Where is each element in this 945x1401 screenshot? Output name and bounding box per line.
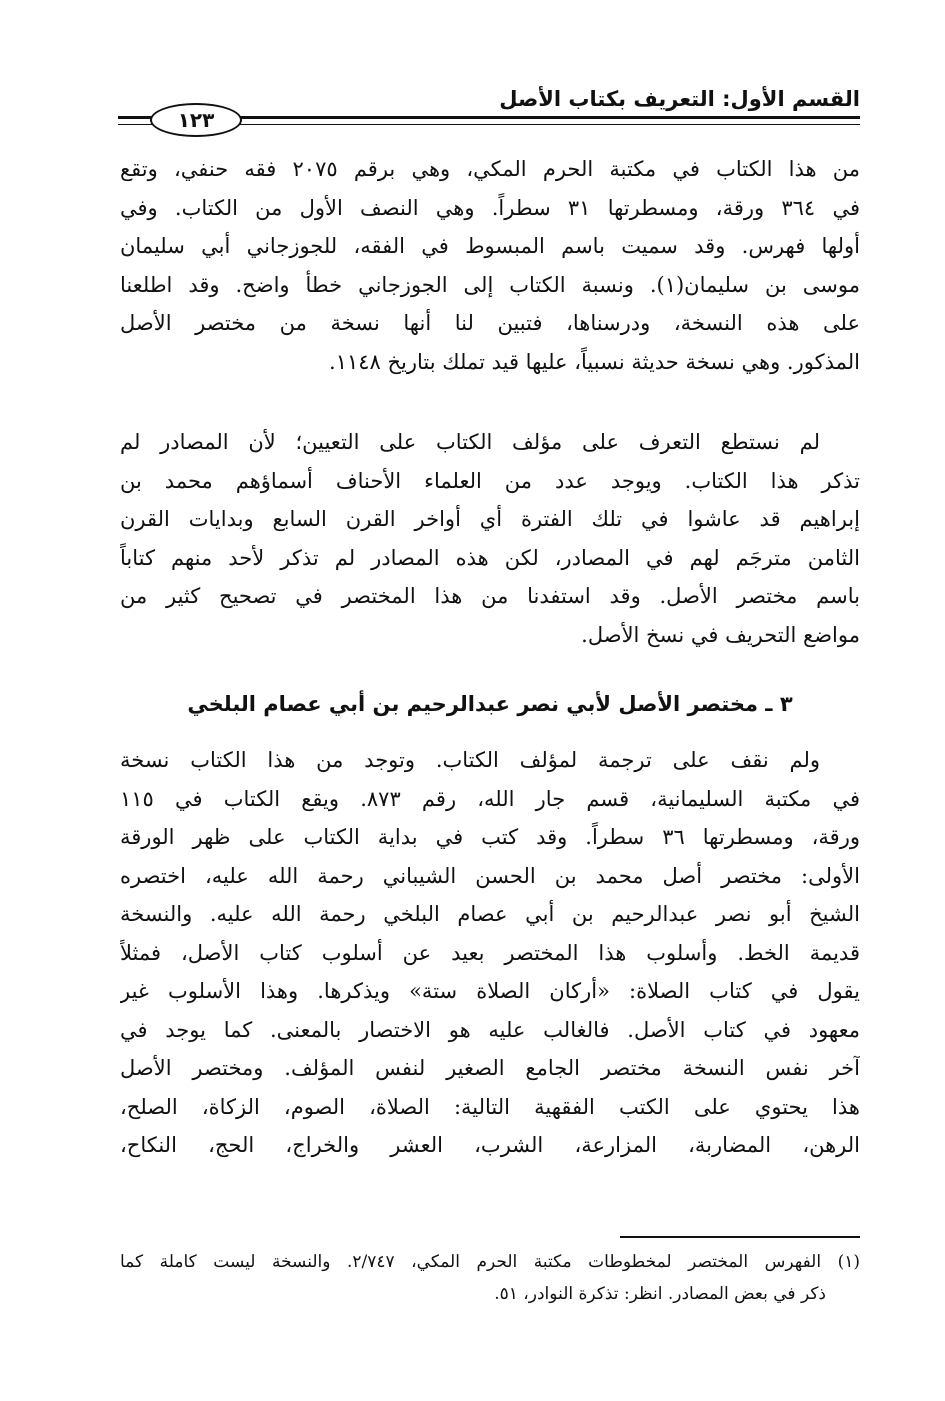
paragraph-3-line-10: هذا يحتوي على الكتب الفقهية التالية: الصلاة، الصوم، الزكاة، الصلح، xyxy=(120,1094,860,1119)
paragraph-3-line-9: آخر نفس النسخة مختصر الجامع الصغير لنفس المؤلف. ومختصر الأصل xyxy=(120,1056,860,1080)
paragraph-3-line-1: ولم نقف على ترجمة لمؤلف الكتاب. وتوجد من هذا الكتاب نسخة xyxy=(120,748,820,772)
page-number: ١٢٣ xyxy=(177,108,215,132)
paragraph-1 xyxy=(120,150,860,381)
paragraph-1-line-4: موسى بن سليمان(١). ونسبة الكتاب إلى الجوزجاني خطأ واضح. وقد اطلعنا xyxy=(120,272,860,297)
paragraph-2-line-2: تذكر هذا الكتاب. ويوجد عدد من العلماء الأحناف أسماؤهم محمد بن xyxy=(120,468,860,493)
paragraph-2-line-5: باسم مختصر الأصل. وقد استفدنا من هذا المختصر في تصحيح كثير من xyxy=(120,584,860,608)
paragraph-3-line-4: الأولى: مختصر أصل محمد بن الحسن الشيباني رحمة الله عليه، اختصره xyxy=(120,863,860,888)
paragraph-3-line-6: قديمة الخط. وأسلوب هذا المختصر بعيد عن أسلوب كتاب الأصل، فمثلاً xyxy=(120,940,860,965)
paragraph-3-line-7: يقول في كتاب الصلاة: «أركان الصلاة ستة» ويذكرها. وهذا الأسلوب غير xyxy=(120,979,860,1003)
paragraph-1-line-1: من هذا الكتاب في مكتبة الحرم المكي، وهي برقم ٢٠٧٥ فقه حنفي، وتقع xyxy=(120,157,860,181)
paragraph-1-line-6: المذكور. وهي نسخة حديثة نسبياً، عليها قيد تملك بتاريخ ١١٤٨. xyxy=(329,349,860,374)
paragraph-2 xyxy=(120,423,860,654)
paragraph-1-line-3: أولها فهرس. وقد سميت باسم المبسوط في الفقه، للجوزجاني أبي سليمان xyxy=(120,234,860,258)
section-heading: ٣ ـ مختصر الأصل لأبي نصر عبدالرحيم بن أبي عصام البلخي xyxy=(187,692,793,716)
paragraph-2-line-6: مواضع التحريف في نسخ الأصل. xyxy=(581,622,860,647)
paragraph-1-line-2: في ٣٦٤ ورقة، ومسطرتها ٣١ سطراً. وهي النصف الأول من الكتاب. وفي xyxy=(120,195,860,220)
paragraph-2-line-4: الثامن مترجَم لهم في المصادر، لكن هذه المصادر لم تذكر لأحد منهم كتاباً xyxy=(120,545,860,570)
footnote-1 xyxy=(120,1246,860,1310)
paragraph-3-line-2: في مكتبة السليمانية، قسم جار الله، رقم ٨٧٣. ويقع الكتاب في ١١٥ xyxy=(120,786,860,811)
paragraph-2-line-3: إبراهيم قد عاشوا في تلك الفترة أي أواخر القرن السابع وبدايات القرن xyxy=(120,507,860,531)
paragraph-3-line-3: ورقة، ومسطرتها ٣٦ سطراً. وقد كتب في بداية الكتاب على ظهر الورقة xyxy=(120,825,860,849)
page-number-badge xyxy=(150,103,242,137)
paragraph-3-line-8: معهود في كتاب الأصل. فالغالب عليه هو الاختصار بالمعنى. كما يوجد في xyxy=(120,1017,860,1042)
footnote-1-line-2: ذكر في بعض المصادر. انظر: تذكرة النوادر، ٥١. xyxy=(494,1284,826,1304)
paragraph-3-line-11: الرهن، المضاربة، المزارعة، الشرب، العشر والخراج، الحج، النكاح، xyxy=(120,1133,860,1157)
footnote-rule xyxy=(620,1236,860,1238)
paragraph-2-line-1: لم نستطع التعرف على مؤلف الكتاب على التعيين؛ لأن المصادر لم xyxy=(120,430,820,454)
paragraph-3 xyxy=(120,741,860,1165)
running-head: القسم الأول: التعريف بكتاب الأصل xyxy=(499,87,860,111)
paragraph-1-line-5: على هذه النسخة، ودرسناها، فتبين لنا أنها نسخة من مختصر الأصل xyxy=(120,311,860,335)
footnote-1-line-1: (١) الفهرس المختصر لمخطوطات مكتبة الحرم المكي، ٢/٧٤٧. والنسخة ليست كاملة كما xyxy=(120,1252,860,1272)
paragraph-3-line-5: الشيخ أبو نصر عبدالرحيم بن أبي عصام البلخي رحمة الله عليه. والنسخة xyxy=(120,902,860,926)
